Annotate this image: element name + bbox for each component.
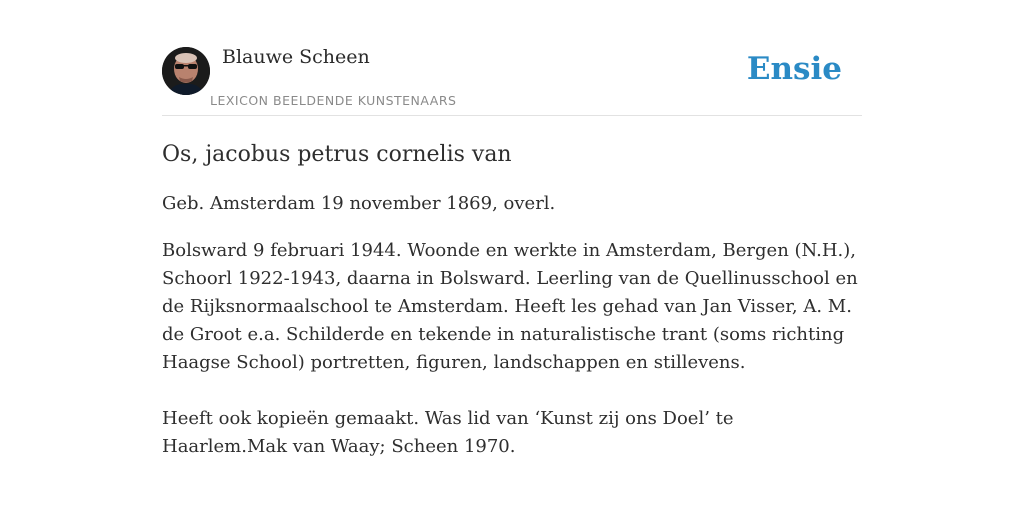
entry-paragraph-biography: Bolsward 9 februari 1944. Woonde en werkte in Amsterdam, Bergen (N.H.), Schoorl 1922-1943, daarna in Bolsward. Leerling van de Quellinusschool en de Rijksnormaalschool te Amsterdam. Heeft les gehad van Jan Visser, A. M. de Groot e.a. Schilderde en tekende in naturalistische trant (soms richting Haagse School) portretten, figuren, landschappen en stillevens. — [162, 240, 858, 373]
entry-title: Os, jacobus petrus cornelis van — [162, 142, 512, 167]
entry-card — [162, 40, 862, 461]
entry-paragraph-sources: Heeft ook kopieën gemaakt. Was lid van ‘Kunst zij ons Doel’ te Haarlem.Mak van Waay; Scheen 1970. — [162, 408, 734, 457]
ensie-logo[interactable]: Ensie — [746, 51, 842, 87]
author-avatar[interactable] — [162, 47, 210, 95]
avatar-photo-icon — [162, 47, 210, 95]
entry-paragraph-birth: Geb. Amsterdam 19 november 1869, overl. — [162, 193, 556, 214]
entry-header — [162, 40, 862, 116]
lexicon-subtitle[interactable]: LEXICON BEELDENDE KUNSTENAARS — [210, 93, 457, 108]
author-name[interactable]: Blauwe Scheen — [222, 46, 370, 68]
